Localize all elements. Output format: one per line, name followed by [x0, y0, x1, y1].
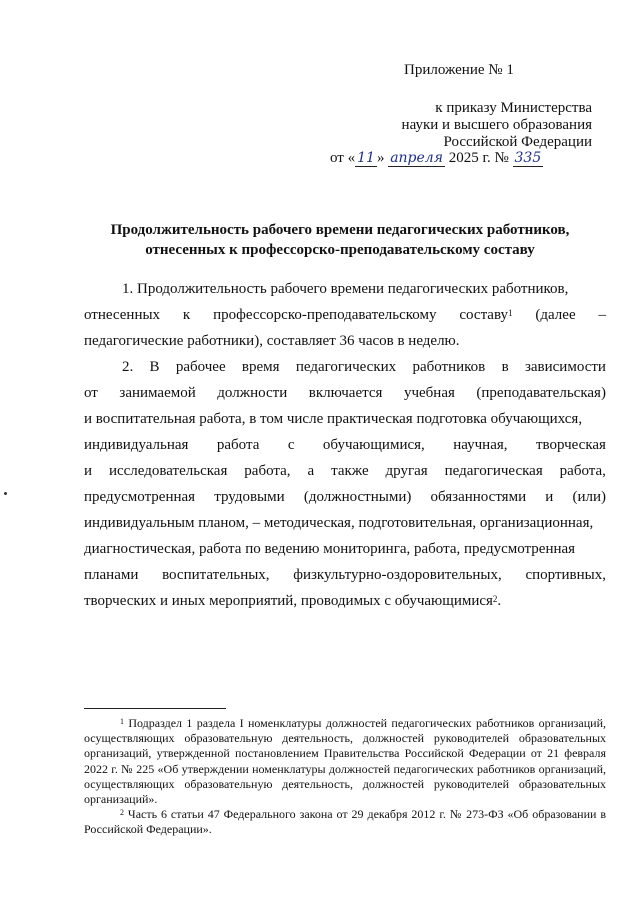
text-segment: творческих и иных мероприятий, проводимых с обучающимися: [84, 593, 493, 609]
footnotes: [84, 716, 606, 838]
order-ref-mid: »: [376, 150, 385, 166]
handwritten-month: апреля: [390, 150, 443, 166]
word: 2.: [122, 359, 134, 375]
footnote-1: [84, 716, 606, 807]
word: (далее: [535, 307, 576, 323]
word: индивидуальная: [84, 437, 189, 453]
word: занимаемой: [119, 385, 196, 401]
word: воспитательных,: [162, 567, 270, 583]
word: работников: [412, 359, 486, 375]
word: работа: [216, 437, 260, 453]
footnote-2: [84, 807, 606, 837]
word: должности: [217, 385, 288, 401]
text-segment: индивидуальным планом, – методическая, подготовительная, организационная,: [84, 515, 594, 531]
word: (или): [572, 489, 606, 505]
word: исследовательская: [108, 463, 228, 479]
word: (преподавательская): [476, 385, 606, 401]
word: работа,: [559, 463, 606, 479]
order-ref-prefix: от «: [330, 150, 356, 166]
word: в: [501, 359, 509, 375]
word: творческая: [535, 437, 606, 453]
word: другая: [385, 463, 428, 479]
word: и: [545, 489, 554, 505]
footnote-divider: [84, 708, 226, 709]
word: также: [331, 463, 369, 479]
word: обучающимися,: [322, 437, 425, 453]
word-with-footnote: составу$^1$: [459, 307, 513, 323]
word: работа,: [244, 463, 291, 479]
word: обязанностями: [430, 489, 527, 505]
paragraph-1: [84, 276, 606, 354]
document-title: [60, 220, 620, 260]
appendix-heading: Приложение № 1: [404, 62, 514, 78]
handwritten-number: 335: [514, 150, 542, 166]
word: спортивных,: [525, 567, 606, 583]
word: а: [307, 463, 315, 479]
paragraph-line: [84, 380, 606, 406]
word: от: [84, 385, 98, 401]
title-line: Продолжительность рабочего времени педагогических работников,: [110, 222, 570, 238]
word: –: [598, 307, 606, 323]
text-segment: 1. Продолжительность рабочего времени педагогических работников,: [122, 281, 569, 297]
footnote-text: Часть 6 статьи 47 Федерального закона от 29 декабря 2012 г. № 273-ФЗ «Об образовании в Российской Федерации».: [84, 807, 606, 837]
word: с: [287, 437, 295, 453]
paragraph-2: [84, 354, 606, 614]
word: и: [84, 463, 93, 479]
text-segment: диагностическая, работа по ведению мониторинга, работа, предусмотренная: [84, 541, 576, 557]
paragraph-line: [84, 484, 606, 510]
title-line: отнесенных к профессорско-преподавательскому составу: [145, 242, 535, 258]
word: профессорско-преподавательскому: [213, 307, 437, 323]
paragraph-line: [84, 510, 606, 536]
order-line: науки и высшего образования: [401, 117, 592, 133]
word: время: [241, 359, 280, 375]
paragraph-line: [84, 406, 606, 432]
footnote-mark: 1: [120, 717, 124, 726]
order-date-number: [330, 150, 600, 167]
paragraph-line: [84, 588, 606, 614]
paragraph-line: [84, 562, 606, 588]
text-segment: и воспитательная работа, в том числе практическая подготовка обучающихся,: [84, 411, 583, 427]
footnote-ref-1: 1: [508, 308, 513, 318]
paragraph-line: [84, 276, 606, 302]
word: зависимости: [524, 359, 606, 375]
word: рабочее: [175, 359, 226, 375]
word: педагогических: [295, 359, 397, 375]
paragraph-line: [84, 354, 606, 380]
handwritten-day: 11: [357, 150, 375, 166]
word: к: [182, 307, 191, 323]
word: В: [149, 359, 160, 375]
word: трудовыми: [214, 489, 285, 505]
order-year: 2025 г. №: [448, 150, 509, 166]
scan-mark: [4, 492, 7, 495]
footnote-text: Подраздел 1 раздела I номенклатуры должностей педагогических работников организаций, осуществляющих образовательную деятельность, должностей руководителей образовательных организаций, утвержденной постановлением Правительства Российской Федерации от 21 февраля 2022 г. № 225 «Об утверждении номенклатуры должностей педагогических работников организаций, осуществляющих образовательную деятельность, должностей руководителей образовательных организаций».: [84, 716, 607, 807]
footnote-mark: 2: [120, 808, 124, 818]
word: планами: [84, 567, 139, 583]
order-line: Российской Федерации: [443, 134, 592, 150]
paragraph-line: [84, 432, 606, 458]
order-line: к приказу Министерства: [435, 100, 592, 116]
paragraph-line: [84, 302, 606, 328]
word: педагогическая: [444, 463, 543, 479]
word: физкультурно-оздоровительных,: [293, 567, 502, 583]
text-segment: педагогические работники), составляет 36 часов в неделю.: [84, 333, 460, 349]
text-segment: .: [497, 593, 502, 609]
paragraph-line: [84, 458, 606, 484]
paragraph-line: [84, 536, 606, 562]
word: учебная: [403, 385, 455, 401]
word: отнесенных: [84, 307, 161, 323]
word: (должностными): [303, 489, 412, 505]
word: предусмотренная: [84, 489, 196, 505]
word: научная,: [453, 437, 508, 453]
footnote-ref-2: 2: [492, 594, 498, 604]
order-reference-block: [330, 100, 592, 151]
word: включается: [308, 385, 383, 401]
paragraph-line: [84, 328, 606, 354]
